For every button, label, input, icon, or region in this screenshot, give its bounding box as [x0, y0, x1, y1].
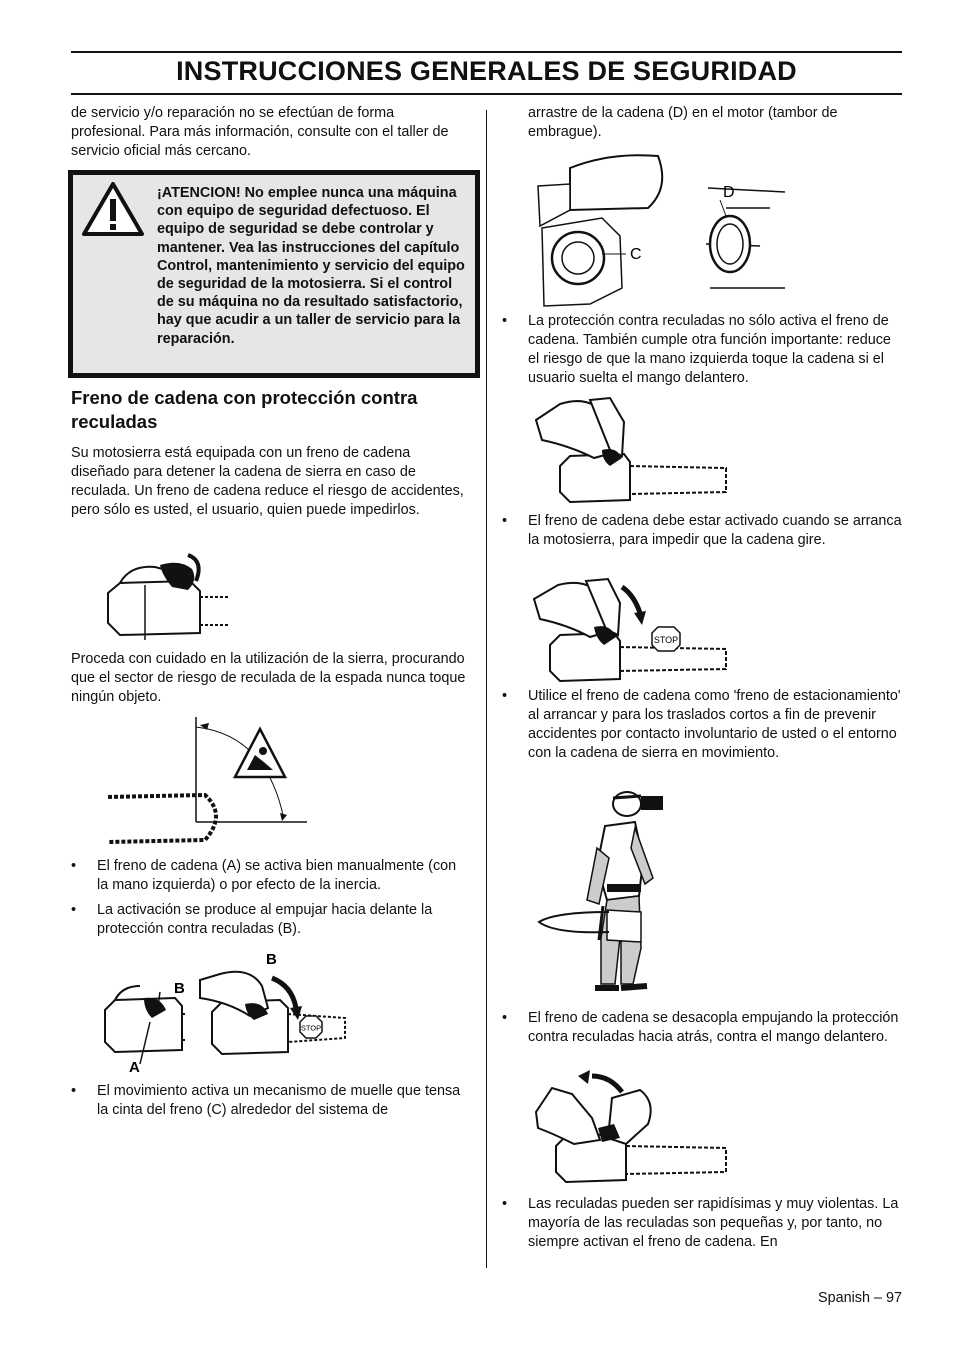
bullet-dot: • [502, 688, 508, 704]
bullet-text: El freno de cadena se desacopla empujando la protección contra reculadas hacia atrás, contra el mango delantero. [528, 1010, 899, 1045]
person-carrying-chainsaw-illustration [535, 788, 670, 1003]
bullet-item-kickback-speed [502, 1195, 902, 1252]
brake-band-illustration [530, 148, 790, 310]
stop-label: STOP [653, 635, 679, 645]
header-rule-top [71, 51, 902, 53]
bullet-item-hand-protection [502, 312, 902, 388]
bullet-dot: • [71, 1083, 77, 1099]
chainsaw-kickback-illustration [100, 545, 235, 645]
warning-text: ¡ATENCION! No emplee nunca una máquina con equipo de seguridad defectuoso. El equipo de seguridad se debe controlar y mantener. Vea las instrucciones del capítulo Control, mantenimiento y servicio del equipo de seguridad de la motosierra. Si el control de su máquina no da resultado satisfactorio, hay que acudir a un taller de servicio para la reparación. [157, 185, 465, 347]
bullet-text: La protección contra reculadas no sólo activa el freno de cadena. También cumple otra función importante: reduce el riesgo de que la mano izquierda toque la cadena si el usuario suelta el mango delantero. [528, 313, 891, 386]
bullet-item-start-activated [502, 512, 902, 550]
bullet-dot: • [502, 513, 508, 529]
bullet-item-release [502, 1009, 902, 1047]
bullet-item-b [71, 901, 471, 939]
bullet-text: Utilice el freno de cadena como 'freno de estacionamiento' al arrancar y para los traslados cortos a fin de prevenir accidentes por contacto involuntario de usted o el entorno con la cadena de sierra en movimiento. [528, 688, 901, 761]
page-title: INSTRUCCIONES GENERALES DE SEGURIDAD [176, 56, 797, 86]
bullet-dot: • [71, 858, 77, 874]
bullet-item-c [71, 1082, 471, 1120]
stop-label: STOP [300, 1023, 322, 1033]
paragraph-kickback-zone: Proceda con cuidado en la utilización de la sierra, procurando que el sector de riesgo de reculada de la espada nunca toque ningún objeto. [71, 651, 466, 705]
paragraph-chain-brake: Su motosierra está equipada con un freno de cadena diseñado para detener la cadena de sierra en caso de reculada. Un freno de cadena reduce el riesgo de accidentes, pero sólo es usted, el usuario, quien puede impedirlos. [71, 445, 464, 518]
hand-guard-illustration [530, 392, 730, 507]
brake-release-illustration [530, 1068, 730, 1188]
bullet-dot: • [71, 902, 77, 918]
label-d: D [723, 184, 735, 201]
section-heading: Freno de cadena con protección contra reculadas [71, 387, 418, 432]
kickback-zone-diagram [105, 715, 310, 850]
label-c: C [630, 246, 642, 263]
brake-activation-illustration [100, 948, 350, 1078]
page-number: Spanish – 97 [817, 1290, 902, 1306]
column-divider [486, 110, 487, 1268]
bullet-text: El movimiento activa un mecanismo de muelle que tensa la cinta del freno (C) alrededor del sistema de [97, 1083, 461, 1118]
bullet-text: La activación se produce al empujar hacia delante la protección contra reculadas (B). [97, 902, 433, 937]
bullet-dot: • [502, 1010, 508, 1026]
bullet-dot: • [502, 1196, 508, 1212]
label-a: A [129, 1059, 140, 1076]
label-b-right: B [266, 951, 277, 968]
warning-triangle-icon [81, 181, 145, 237]
header-rule-bottom [71, 93, 902, 95]
bullet-text: El freno de cadena (A) se activa bien manualmente (con la mano izquierda) o por efecto de la inercia. [97, 858, 457, 893]
bullet-item-a [71, 857, 471, 895]
bullet-dot: • [502, 313, 508, 329]
brake-stop-illustration [530, 575, 730, 685]
bullet-text: El freno de cadena debe estar activado cuando se arranca la motosierra, para impedir que la cadena gire. [528, 513, 902, 548]
bullet-text: Las reculadas pueden ser rapidísimas y muy violentas. La mayoría de las reculadas son pequeñas y, por tanto, no siempre activan el freno de cadena. En [528, 1196, 899, 1250]
warning-box [68, 170, 480, 378]
continuation-paragraph: arrastre de la cadena (D) en el motor (tambor de embrague). [528, 105, 838, 140]
bullet-item-parking-brake [502, 687, 902, 763]
warning-inner [73, 175, 475, 373]
intro-paragraph: de servicio y/o reparación no se efectúan de forma profesional. Para más información, consulte con el taller de servicio oficial más cercano. [71, 105, 449, 159]
label-b-left: B [174, 980, 185, 997]
